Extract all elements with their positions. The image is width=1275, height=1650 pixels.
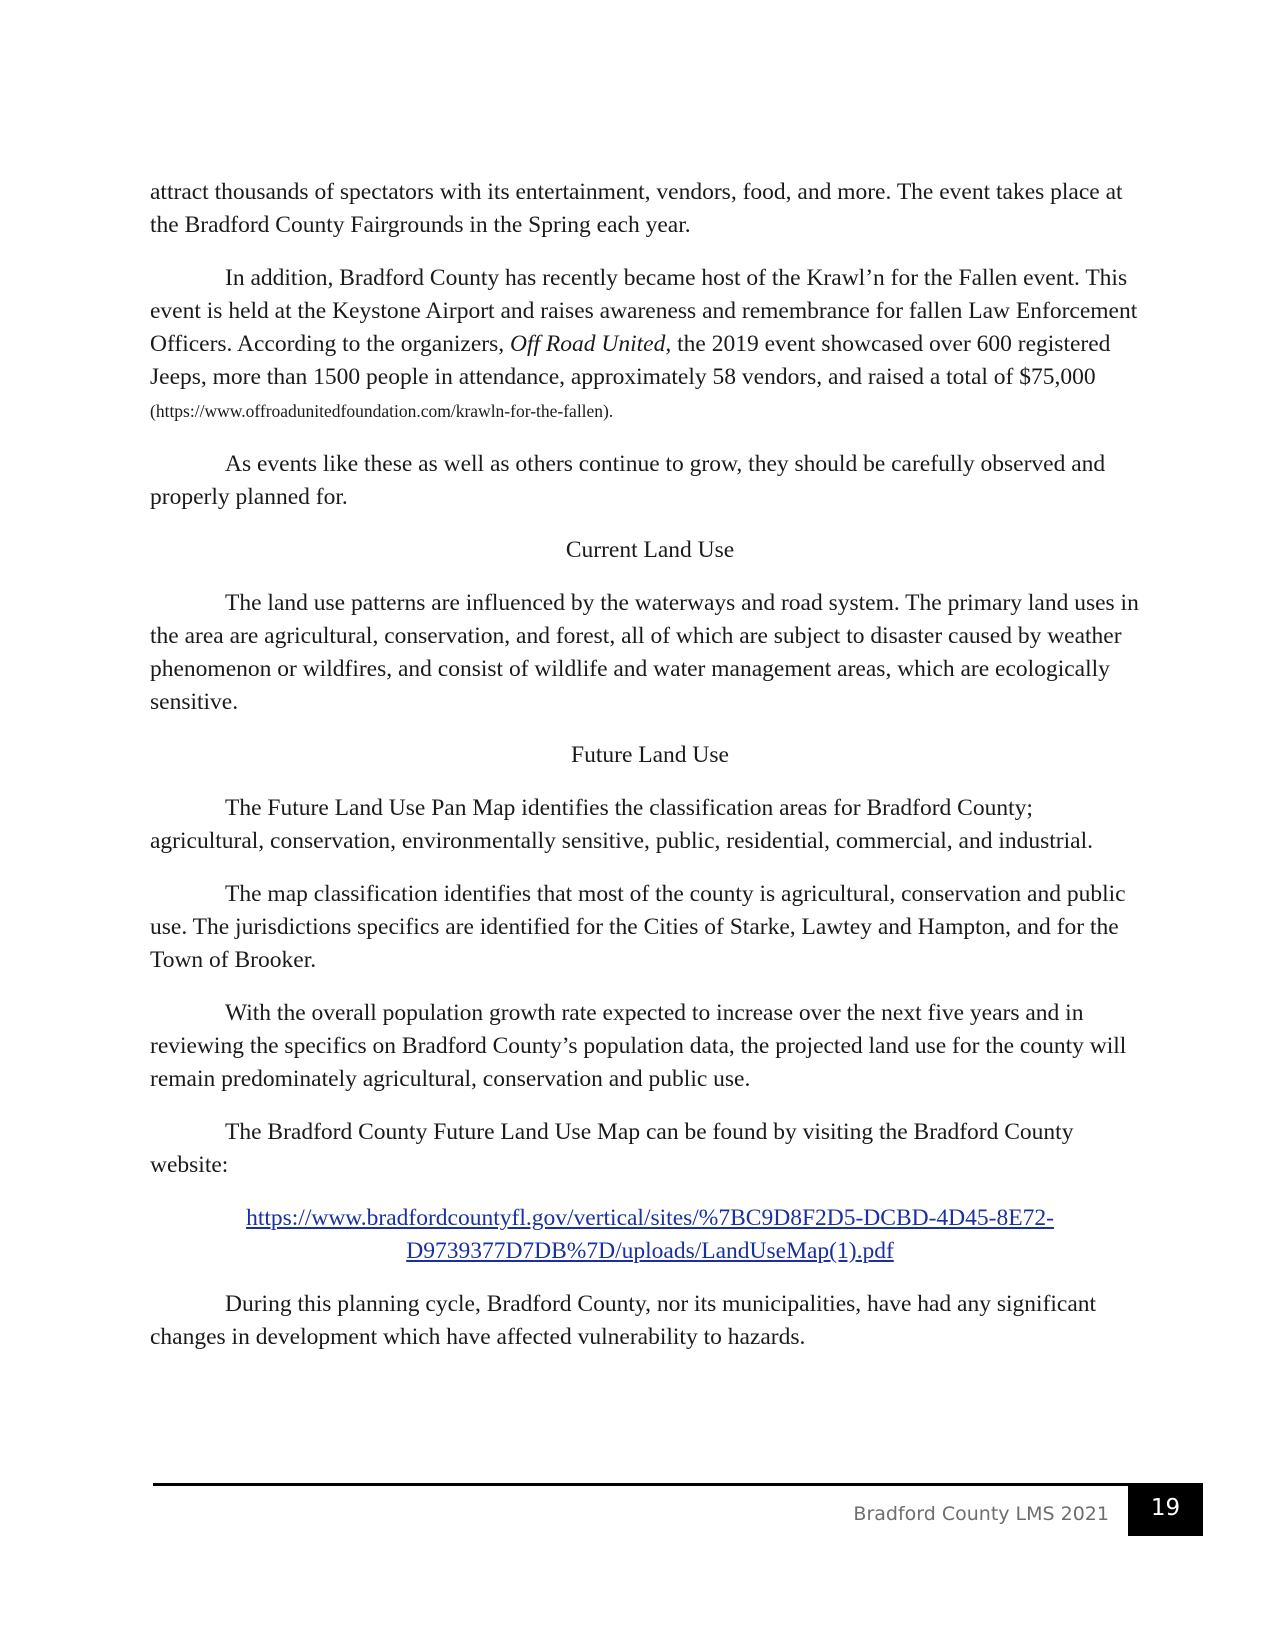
paragraph-planning-cycle: During this planning cycle, Bradford County, nor its municipalities, have had any significant changes in development which have affected vulnerability to hazards. bbox=[150, 1291, 1097, 1350]
footer-title: Bradford County LMS 2021 bbox=[853, 1503, 1109, 1525]
paragraph-fairgrounds: attract thousands of spectators with its entertainment, vendors, food, and more. The event takes place at the Bradford County Fairgrounds in the Spring each year. bbox=[150, 179, 1123, 238]
link-line-2[interactable]: D9739377D7DB%7D/uploads/LandUseMap(1).pdf bbox=[406, 1238, 894, 1264]
page-number-badge: 19 bbox=[1128, 1483, 1203, 1536]
paragraph-events-growth: As events like these as well as others continue to grow, they should be carefully observed and properly planned for. bbox=[150, 451, 1106, 510]
land-use-map-link[interactable] bbox=[150, 1202, 1150, 1268]
document-body bbox=[150, 176, 1150, 1374]
paragraph-krawln-event bbox=[150, 262, 1150, 428]
footer-divider bbox=[153, 1483, 1153, 1486]
paragraph-future-land-use-map: The Future Land Use Pan Map identifies the classification areas for Bradford County; agricultural, conservation, environmentally sensitive, public, residential, commercial, and industrial. bbox=[150, 795, 1093, 854]
paragraph-krawln-text: In addition, Bradford County has recently became host of the Krawl’n for the Fallen event. This event is held at the Keystone Airport and raises awareness and remembrance for fallen Law Enforcement Officers. According to the organizers, bbox=[150, 265, 1138, 357]
paragraph-map-classification: The map classification identifies that most of the county is agricultural, conservation and public use. The jurisdictions specifics are identified for the Cities of Starke, Lawtey and Hampton, and for the Town of Brooker. bbox=[150, 881, 1126, 973]
offroad-url: (https://www.offroadunitedfoundation.com/krawln-for-the-fallen). bbox=[150, 401, 614, 421]
paragraph-website-reference: The Bradford County Future Land Use Map can be found by visiting the Bradford County website: bbox=[150, 1119, 1074, 1178]
heading-future-land-use: Future Land Use bbox=[571, 742, 729, 768]
paragraph-population-growth: With the overall population growth rate expected to increase over the next five years and in reviewing the specifics on Bradford County’s population data, the projected land use for the county will remain predominately agricultural, conservation and public use. bbox=[150, 1000, 1127, 1092]
link-line-1[interactable]: https://www.bradfordcountyfl.gov/vertical/sites/%7BC9D8F2D5-DCBD-4D45-8E72- bbox=[246, 1205, 1054, 1231]
heading-current-land-use: Current Land Use bbox=[565, 537, 735, 563]
paragraph-land-use-patterns: The land use patterns are influenced by the waterways and road system. The primary land uses in the area are agricultural, conservation, and forest, all of which are subject to disaster caused by weather phenomenon or wildfires, and consist of wildlife and water management areas, which are ecologically sensitive. bbox=[150, 590, 1139, 715]
organizer-name: Off Road United, bbox=[510, 331, 672, 357]
paragraph-krawln-text-continued: the 2019 event showcased over 600 registered Jeeps, more than 1500 people in attendance, approximately 58 vendors, and raised a total of $75,000 bbox=[150, 331, 1111, 390]
